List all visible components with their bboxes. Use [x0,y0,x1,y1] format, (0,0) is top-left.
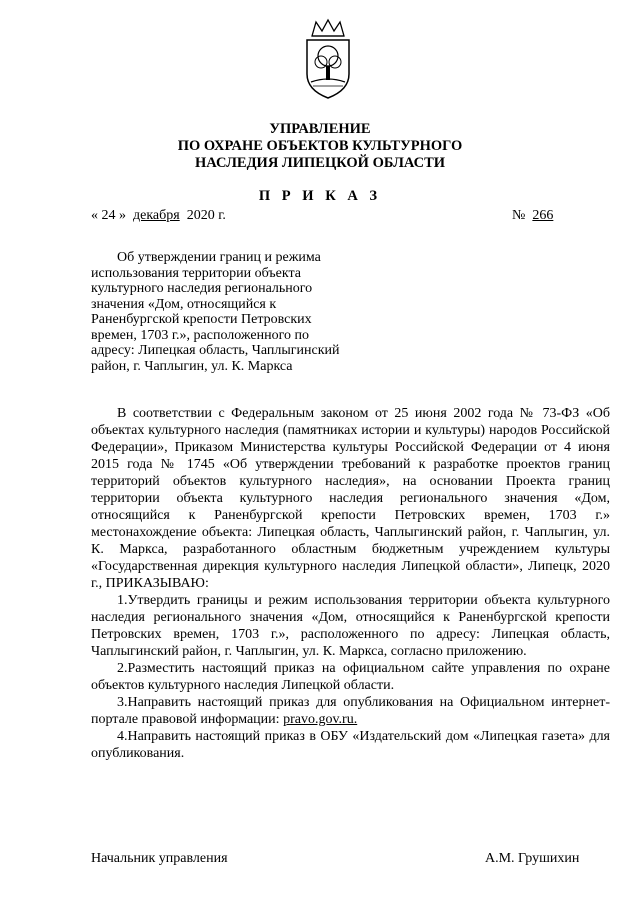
number-label: № [512,208,526,223]
document-type-title: П Р И К А З [258,188,382,204]
signatory-position: Начальник управления [91,851,228,866]
date-close-quote: » [119,208,126,223]
date-day: 24 [101,208,116,223]
subject-line: использования территории объекта [91,265,301,281]
order-item-1: 1.Утвердить границы и режим использования территории объекта культурного наследия регионального значения «Дом, относящийся к Раненбургской крепости Петровских времен, 1703 г.», расположенного по адресу: Липецкая область, Чаплыгинский район, г. Чаплыгин, ул. К. Маркса, согласно приложению. [91,593,610,659]
order-item-2: 2.Разместить настоящий приказ на официальном сайте управления по охране объектов культурного наследия Липецкой области. [91,661,610,693]
org-name-line-2: ПО ОХРАНЕ ОБЪЕКТОВ КУЛЬТУРНОГО [177,138,463,154]
subject-line: времен, 1703 г.», расположенного по [91,327,309,343]
signatory-name: А.М. Грушихин [485,851,580,866]
order-item-3-text: 3.Направить настоящий приказ для опубликования на Официальном интернет-портале правовой информации: [91,695,610,727]
date-year: 2020 г. [186,208,226,223]
subject-line: значения «Дом, относящийся к [91,296,277,312]
subject-line: Об утверждении границ и режима [117,250,321,265]
subject-line: район, г. Чаплыгин, ул. К. Маркса [91,358,293,374]
order-item-3 [91,694,610,728]
order-item-4: 4.Направить настоящий приказ в ОБУ «Издательский дом «Липецкая газета» для опубликования. [91,729,610,761]
order-date [91,208,226,224]
number-value: 266 [532,208,554,223]
pravo-gov-link[interactable]: pravo.gov.ru. [283,712,358,727]
org-name-line-3: НАСЛЕДИЯ ЛИПЕЦКОЙ ОБЛАСТИ [194,155,446,171]
date-open-quote: « [91,208,98,223]
subject-line: адресу: Липецкая область, Чаплыгинский [91,343,340,358]
org-name-line-1: УПРАВЛЕНИЕ [269,121,371,137]
order-number [512,208,553,224]
preamble-paragraph: В соответствии с Федеральным законом от 25 июня 2002 года № 73-ФЗ «Об объектах культурного наследия (памятниках истории и культуры) народов Российской Федерации», Приказом Министерства культуры Российской Федерации от 4 июня 2015 года № 1745 «Об утверждении требований к разработке проектов границ территорий объектов культурного наследия», на основании Проекта границ территории объекта культурного наследия регионального значения «Дом, относящийся к Раненбургской крепости Петровских времен, 1703 г.» местонахождение объекта: Липецкая область, Чаплыгинский район, г. Чаплыгин, ул. К. Маркса, разработанного областным бюджетным учреждением культуры «Государственная дирекция культурного наследия Липецкой области», Липецк, 2020 г., ПРИКАЗЫВАЮ: [91,406,610,591]
order-subject [91,250,381,374]
coat-of-arms-emblem [302,18,354,100]
date-month: декабря [133,208,180,223]
subject-line: культурного наследия регионального [91,281,313,296]
subject-line: Раненбургской крепости Петровских [91,312,312,327]
order-body [91,405,610,762]
